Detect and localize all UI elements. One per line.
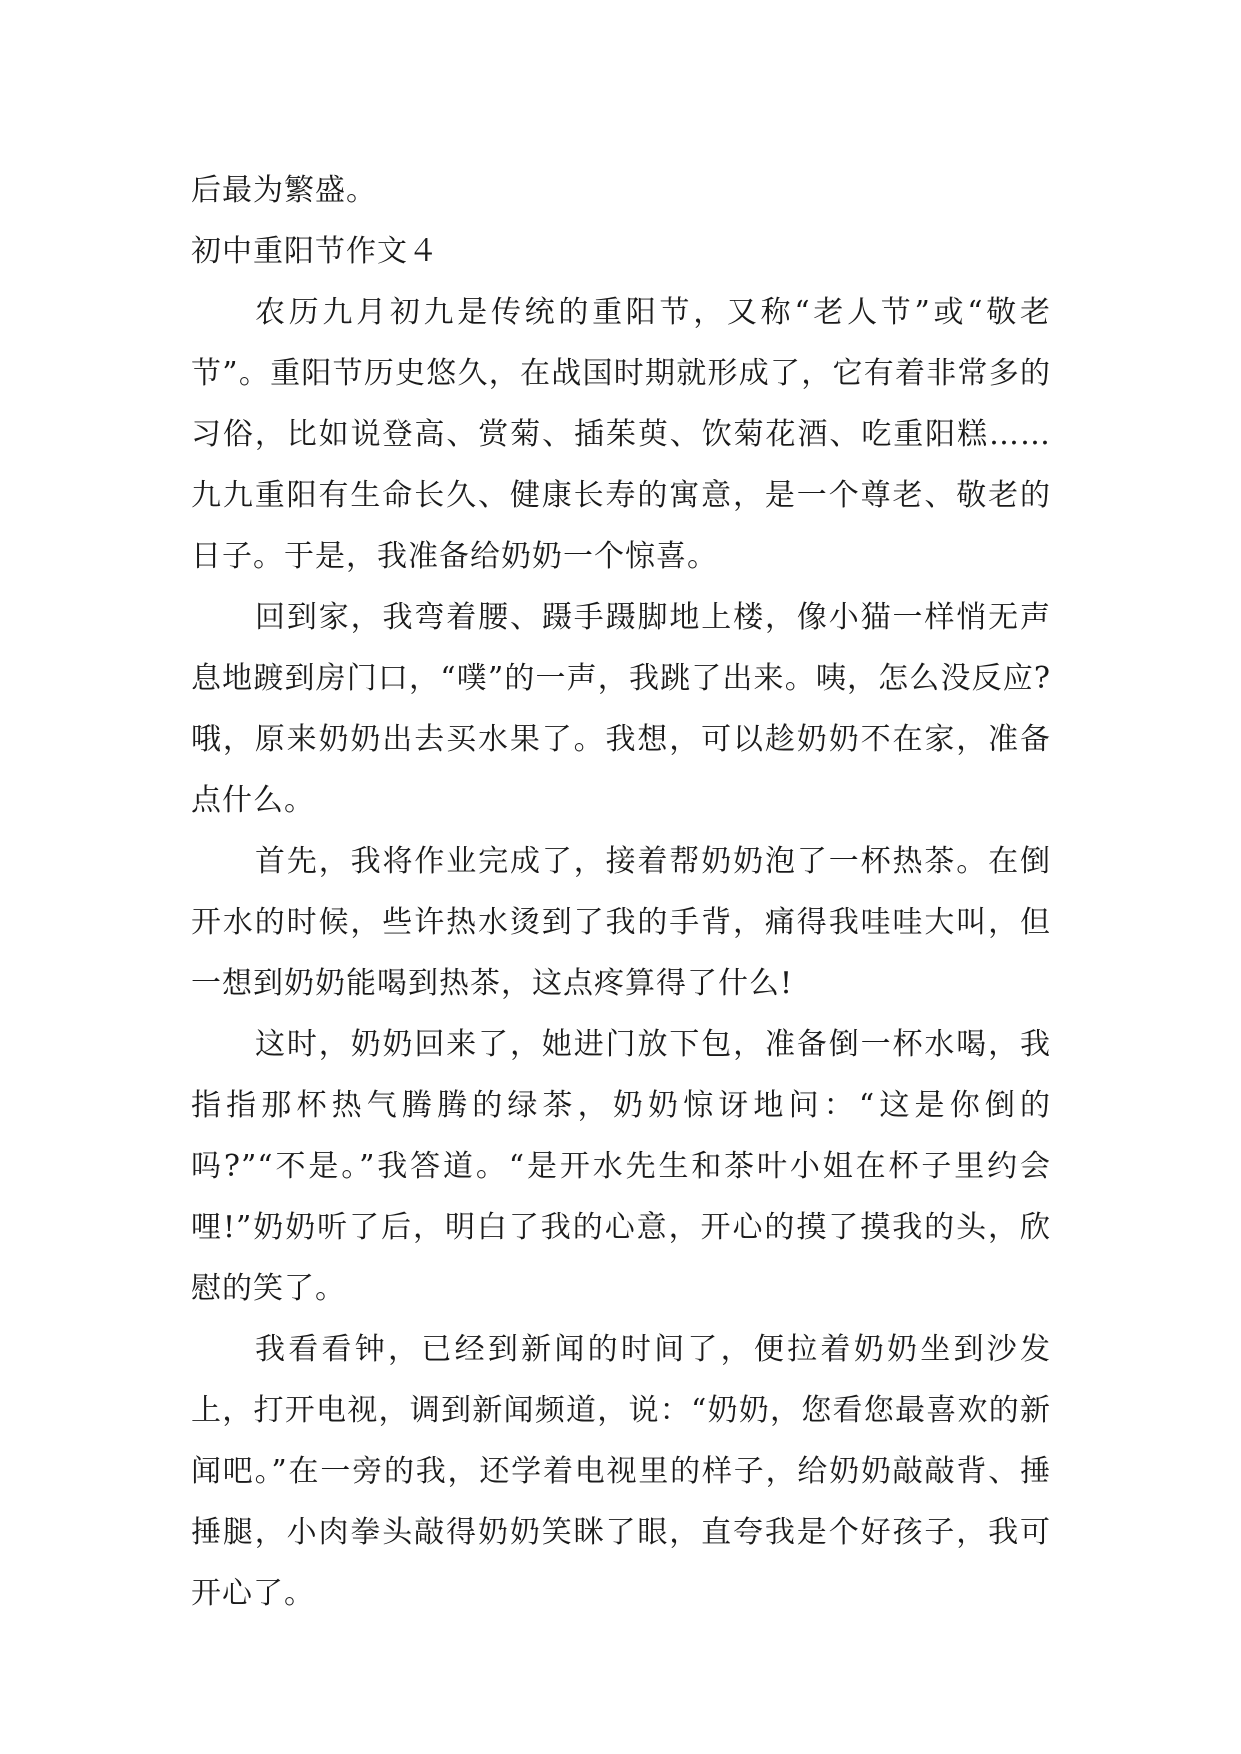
paragraph: 我看看钟，已经到新闻的时间了，便拉着奶奶坐到沙发上，打开电视，调到新闻频道，说：“奶奶，您看您最喜欢的新闻吧。”在一旁的我，还学着电视里的样子，给奶奶敲敲背、捶捶腿，小肉拳头敲得奶奶笑眯了眼，直夸我是个好孩子，我可开心了。 [191,1332,1051,1611]
paragraph: 首先，我将作业完成了，接着帮奶奶泡了一杯热茶。在倒开水的时候，些许热水烫到了我的手背，痛得我哇哇大叫，但一想到奶奶能喝到热茶，这点疼算得了什么! [191,844,1051,1001]
lead-fragment: 后最为繁盛。 [191,173,377,208]
document-body [191,160,1051,1624]
paragraph: 这时，奶奶回来了，她进门放下包，准备倒一杯水喝，我指指那杯热气腾腾的绿茶，奶奶惊讶地问：“这是你倒的吗?”“不是。”我答道。“是开水先生和茶叶小姐在杯子里约会哩!”奶奶听了后，明白了我的心意，开心的摸了摸我的头，欣慰的笑了。 [191,1027,1051,1306]
paragraph: 回到家，我弯着腰、蹑手蹑脚地上楼，像小猫一样悄无声息地踱到房门口，“噗”的一声，我跳了出来。咦，怎么没反应?哦，原来奶奶出去买水果了。我想，可以趁奶奶不在家，准备点什么。 [191,600,1051,818]
essay-title: 初中重阳节作文４ [191,234,439,269]
paragraph: 农历九月初九是传统的重阳节，又称“老人节”或“敬老节”。重阳节历史悠久，在战国时期就形成了，它有着非常多的习俗，比如说登高、赏菊、插茱萸、饮菊花酒、吃重阳糕……九九重阳有生命长久、健康长寿的寓意，是一个尊老、敬老的日子。于是，我准备给奶奶一个惊喜。 [191,295,1051,574]
